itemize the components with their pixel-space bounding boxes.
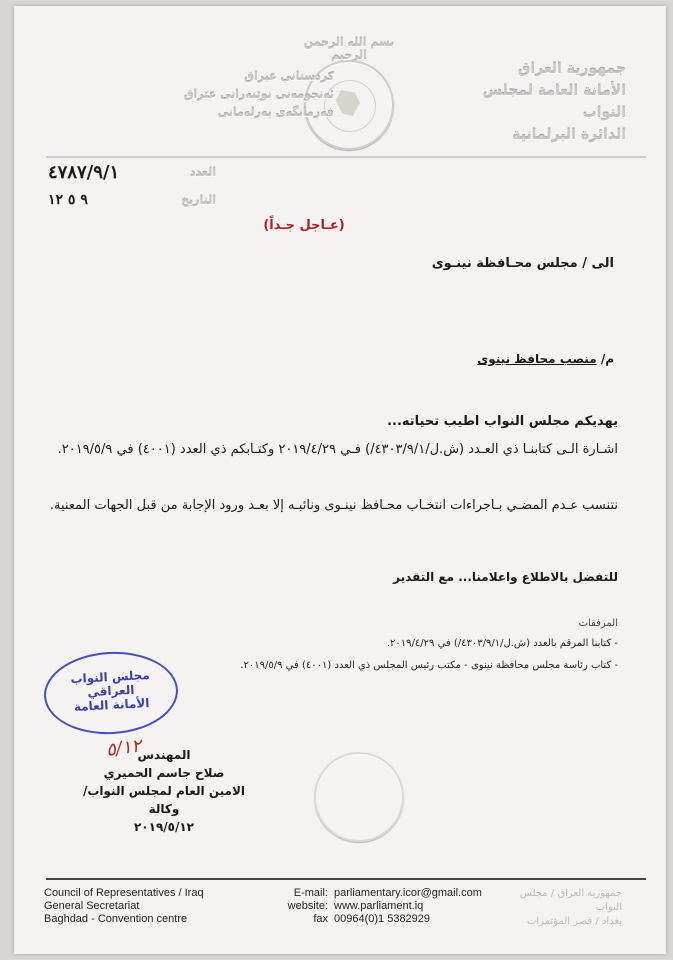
website-link[interactable]: www.parliament.iq [334, 900, 424, 912]
subject-line [264, 352, 614, 366]
footer-line: General Secretariat [44, 900, 140, 912]
footer-line: بغداد / قصر المؤتمرات [526, 916, 622, 927]
header-line: جمهورية العراق [517, 61, 626, 77]
header-line: الدائرة البرلمانية [512, 127, 626, 143]
header-line: كردستاني عيراق [244, 70, 334, 83]
stamp-top-text: مجلس النواب العراقي [70, 667, 151, 700]
signer-name: صلاح جاسم الحميري [103, 766, 225, 780]
attachments-title: المرفقات [578, 618, 618, 629]
handwritten-initials: ٥/١٢ [104, 735, 143, 762]
fax-number: 00964(0)1 5382929 [334, 913, 431, 925]
greeting-line: يهديكم مجلس النواب اطيب تحياته... [387, 414, 618, 429]
reference-number: ٤٧٨٧/٩/١ [48, 162, 120, 183]
urgent-label: (عـاجل جـداً) [263, 218, 345, 233]
stamp-bottom-text: الأمانة العامة [73, 696, 150, 714]
footer-line: جمهورية العراق / مجلس النواب [519, 888, 622, 913]
letter-page [14, 6, 666, 954]
signature-block [74, 746, 254, 836]
header-kurdish-block [94, 68, 334, 122]
attachment-item: - كتاب رئاسة مجلس محافظة نينوى - مكتب رئيس المجلس ذي العدد (٤٠٠١) في ٢٠١٩/٥/٩. [240, 660, 618, 671]
footer-line: Council of Representatives / Iraq [44, 887, 204, 899]
footer-divider [46, 878, 646, 880]
header-divider [46, 156, 646, 158]
email-link[interactable]: parliamentary.icor@gmail.com [334, 887, 482, 899]
fax-label: fax [313, 913, 328, 925]
header-line: الأمانة العامة لمجلس النواب [482, 83, 626, 121]
reference-date: ٩ ٥ ١٢ [48, 192, 88, 208]
recipient-line: الى / مجلس محـافظة نينـوى [431, 256, 614, 271]
body-paragraph-2: نتنسب عـدم المضـي بـاجراءات انتخـاب محـافظ نينـوى ونائبـه إلا بعـد ورود الإجابة من قبل الجهات المعنية. [49, 498, 618, 513]
header-line: فەرمانگەی پەرلەمانی [217, 106, 334, 119]
signature-date: ٢٠١٩/٥/١٢ [133, 820, 195, 834]
reference-number-label: العدد [189, 166, 216, 179]
website-label: website: [287, 900, 328, 912]
email-label: E-mail: [293, 887, 328, 899]
footer-arabic [502, 887, 622, 929]
body-paragraph-1: اشـارة الـى كتابنـا ذي العـدد (ش.ل/٤٣٠٣/٩/١/) فـي ٢٠١٩/٤/٢٩ وكتـابكم ذي العدد (٤٠٠١) في ٢٠١٩/٥/٩. [57, 442, 618, 457]
bismillah-text: بسم الله الرحمن الرحيم [303, 36, 395, 62]
header-line: ئەنجومەنی نوێنەرانی عێراق [183, 88, 334, 101]
footer-address [44, 887, 274, 926]
attachment-item: - كتابنا المرقم بالعدد (ش.ل/٤٣٠٣/٩/١/) في ٢٠١٩/٤/٢٩. [386, 638, 618, 649]
closing-line: للتفضل بالاطلاع واعلامنا... مع التقدير [393, 570, 618, 584]
subject-prefix: م/ [600, 352, 614, 366]
footer-line: Baghdad - Convention centre [44, 913, 188, 925]
signer-position: الامين العام لمجلس النواب/ وكالة [82, 784, 246, 816]
embossed-seal-watermark [314, 752, 404, 842]
signer-title: المهندس [137, 748, 191, 762]
footer-contacts [272, 887, 512, 926]
reference-date-label: التاريخ [181, 194, 216, 207]
header-arabic-block [436, 58, 626, 146]
subject-text: منصب محافظ نينوى [477, 352, 597, 366]
